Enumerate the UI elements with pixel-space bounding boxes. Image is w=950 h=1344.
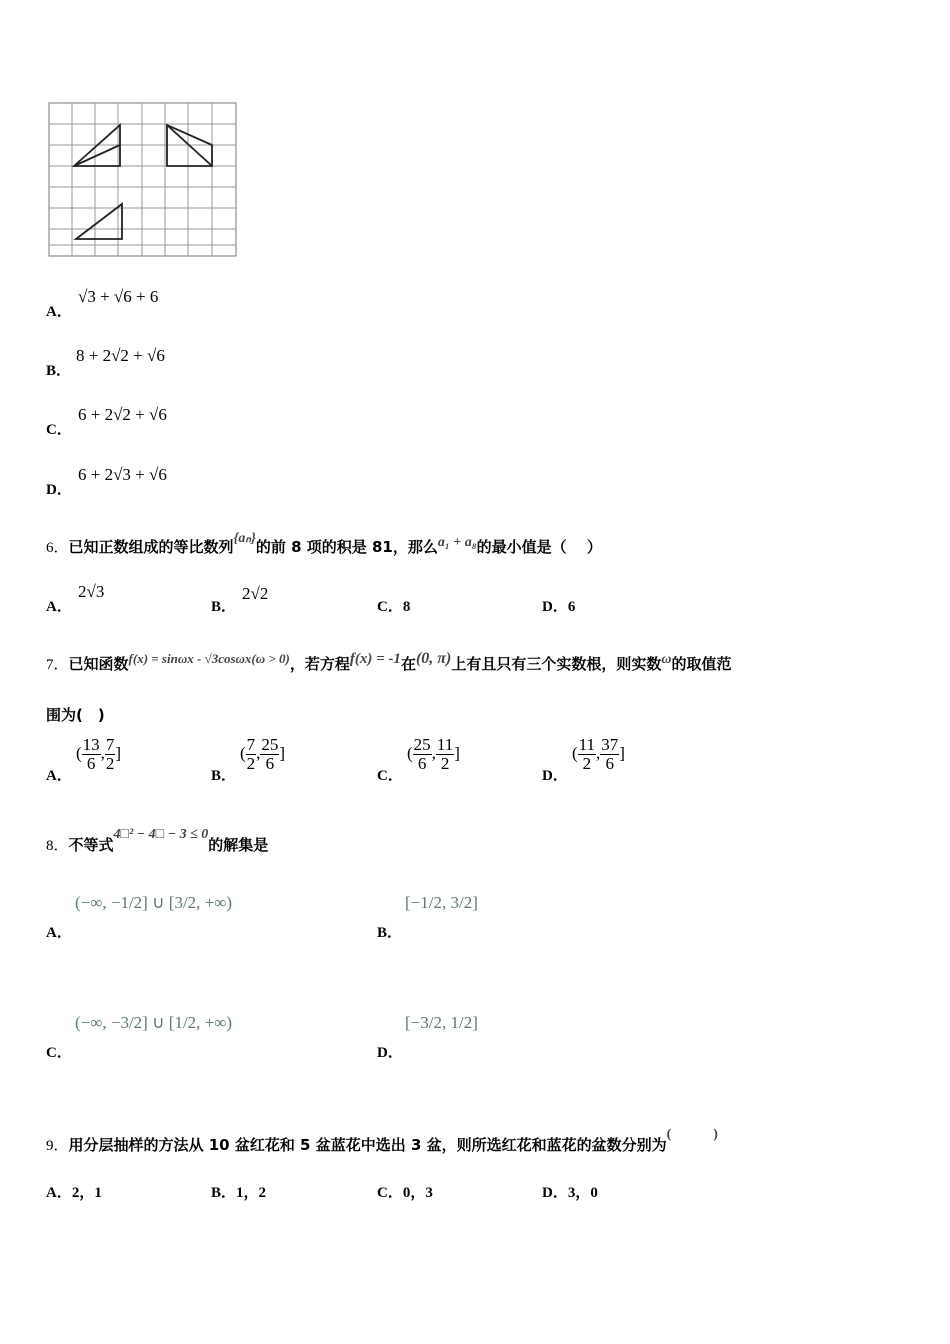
q7-b-n1: 7: [246, 735, 256, 754]
q7-text2: ，若方程: [289, 655, 350, 673]
q9-option-d-text: 3，0: [567, 1185, 598, 1201]
q8-option-c-text: (−∞, −3/2] ∪ [1/2, +∞): [75, 1013, 233, 1032]
q7-option-a-label: A．: [46, 768, 72, 784]
q7-option-b-value: ( $\frac{7}{2}$ , $\frac{25}{6}$ ]: [240, 735, 286, 773]
q6-option-b-label: B．: [211, 599, 237, 615]
q7-number: 7．: [46, 657, 69, 673]
q8-text2: 的解集是: [208, 836, 269, 854]
q7-option-d: [542, 736, 568, 784]
q7-a-d2: 2: [105, 753, 115, 773]
q9-option-d: [542, 1181, 598, 1202]
q8-option-c-label: C．: [46, 1045, 72, 1061]
question-9: [46, 1127, 718, 1155]
q5-option-c-text: 6 + 2√2 + √6: [78, 405, 167, 424]
q5-option-b-text: 8 + 2√2 + √6: [76, 346, 165, 365]
q9-option-b-label: B．: [211, 1185, 237, 1201]
q6-option-a-label: A．: [46, 599, 72, 615]
q7-option-a: [46, 736, 72, 784]
q5-option-b-label: B．: [46, 363, 72, 379]
q7-option-d-value: ( $\frac{11}{2}$ , $\frac{37}{6}$ ]: [572, 735, 625, 773]
q6-expr: a₁ + a₈: [437, 535, 477, 550]
q6-text1: 已知正数组成的等比数列: [68, 538, 234, 556]
q7-option-c: [377, 736, 403, 784]
q5-option-a-label: A．: [46, 304, 72, 320]
q7-c-n1: 25: [413, 735, 431, 754]
q7-b-n2: 25: [261, 735, 279, 754]
q7-text1: 已知函数: [68, 655, 129, 673]
q9-number: 9．: [46, 1138, 69, 1154]
q7-interval: (0, π): [415, 650, 452, 667]
q7-option-c-label: C．: [377, 768, 403, 784]
q9-option-a-label: A．: [46, 1185, 72, 1201]
q7-text4: 上有且只有三个实数根，则实数: [451, 655, 662, 673]
q7-option-b: [211, 736, 237, 784]
q8-text1: 不等式: [68, 836, 114, 854]
q6-option-c: [377, 595, 410, 616]
q8-number: 8．: [46, 838, 69, 854]
q6-option-c-text: 8: [402, 599, 411, 615]
q7-text6: 围为( ): [46, 706, 105, 724]
q7-a-n1: 13: [82, 735, 100, 754]
q9-option-b: [211, 1181, 266, 1202]
q9-option-c: [377, 1181, 433, 1202]
q6-seq: {aₙ}: [233, 531, 256, 546]
q9-paren: ( ): [666, 1127, 718, 1142]
grid-figure-three-views: [46, 100, 240, 260]
q7-a-d1: 6: [86, 753, 96, 773]
q7-b-d1: 2: [246, 753, 256, 773]
q7-d-n2: 37: [601, 735, 619, 754]
q7-c-d1: 6: [417, 753, 427, 773]
q5-option-d-text: 6 + 2√3 + √6: [78, 465, 167, 484]
q7-option-d-label: D．: [542, 768, 568, 784]
q9-option-d-label: D．: [542, 1185, 568, 1201]
question-8: [46, 827, 269, 855]
q7-a-n2: 7: [105, 735, 115, 754]
q8-option-d-label: D．: [377, 1045, 403, 1061]
q6-option-c-label: C．: [377, 599, 403, 615]
q7-b-d2: 6: [265, 753, 275, 773]
q6-option-d: [542, 595, 575, 616]
question-6: [46, 531, 602, 557]
q5-option-d-label: D．: [46, 482, 72, 498]
q9-option-a-text: 2，1: [71, 1185, 102, 1201]
q7-option-c-value: ( $\frac{25}{6}$ , $\frac{11}{2}$ ]: [407, 735, 460, 773]
q7-eq: f(x) = -1: [349, 651, 401, 667]
q6-text3: 的最小值是（ ）: [476, 538, 602, 556]
q9-option-c-text: 0，3: [402, 1185, 433, 1201]
q8-option-a-label: A．: [46, 925, 72, 941]
q6-option-d-label: D．: [542, 599, 568, 615]
q8-option-b-text: [−1/2, 3/2]: [405, 893, 478, 912]
q7-c-n2: 11: [436, 735, 454, 754]
q8-option-a-text: (−∞, −1/2] ∪ [3/2, +∞): [75, 893, 233, 912]
q7-option-b-label: B．: [211, 768, 237, 784]
q9-text: 用分层抽样的方法从 10 盆红花和 5 盆蓝花中选出 3 盆，则所选红花和蓝花的盆数分别为: [68, 1136, 667, 1154]
q6-number: 6．: [46, 540, 69, 556]
q9-option-b-text: 1，2: [236, 1185, 267, 1201]
q7-func: f(x) = sinωx - √3cosωx(ω > 0): [128, 651, 290, 666]
q6-option-d-text: 6: [567, 599, 576, 615]
q7-text3: 在: [400, 655, 416, 673]
q8-option-d-text: [−3/2, 1/2]: [405, 1013, 478, 1032]
q9-option-c-label: C．: [377, 1185, 403, 1201]
q8-option-b-label: B．: [377, 925, 403, 941]
q6-option-a-text: 2√3: [78, 582, 105, 601]
q7-d-d2: 6: [605, 753, 615, 773]
q7-d-d1: 2: [582, 753, 592, 773]
q7-d-n1: 11: [578, 735, 596, 754]
q8-inequality: 4□² − 4□ − 3 ≤ 0: [113, 827, 209, 842]
q7-c-d2: 2: [440, 753, 450, 773]
question-7: [46, 650, 732, 674]
q7-option-a-value: ( $\frac{13}{6}$ , $\frac{7}{2}$ ]: [76, 735, 122, 773]
q7-text5: 的取值范: [671, 655, 732, 673]
q6-option-b-text: 2√2: [242, 584, 269, 603]
q5-option-a-text: √3 + √6 + 6: [78, 287, 159, 306]
q6-text2: 的前 8 项的积是 81，那么: [255, 538, 438, 556]
q7-omega: ω: [661, 652, 672, 667]
q9-option-a: [46, 1181, 102, 1202]
q5-option-c-label: C．: [46, 422, 72, 438]
